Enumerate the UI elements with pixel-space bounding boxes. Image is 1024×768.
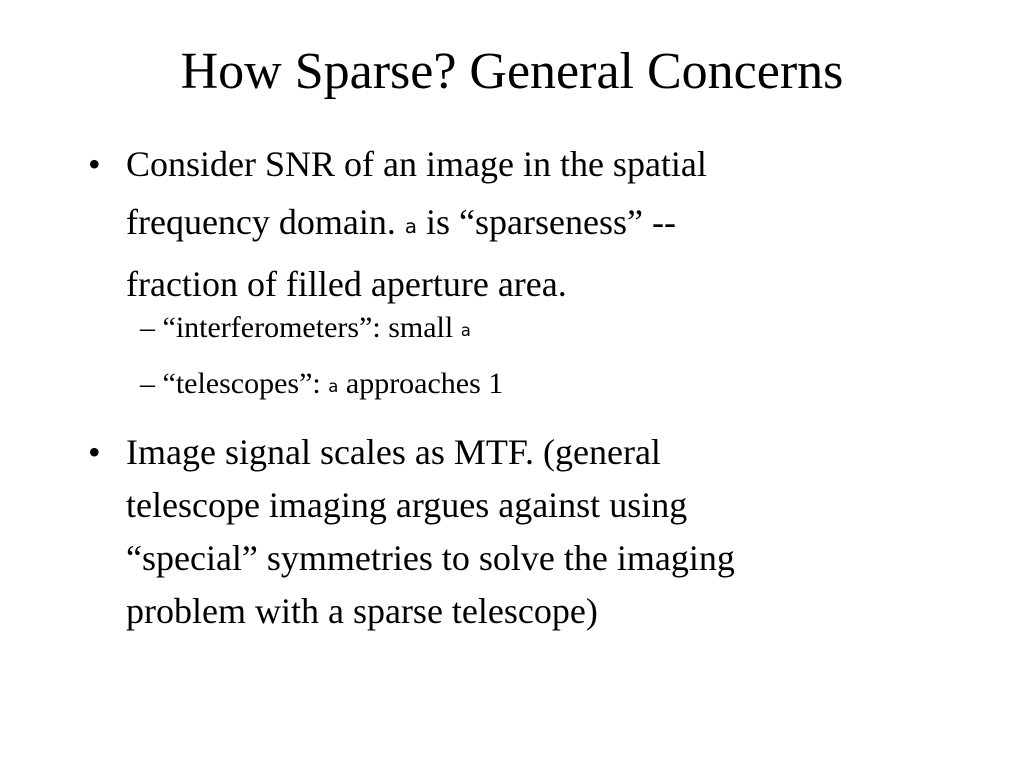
bullet-line: “special” symmetries to solve the imaging — [126, 538, 735, 578]
bullet-line — [126, 191, 918, 258]
bullet-text — [126, 138, 918, 311]
bullet-line: problem with a sparse telescope) — [126, 591, 598, 631]
bullet-marker: • — [88, 144, 101, 184]
bullet-line: Consider SNR of an image in the spatial — [126, 144, 707, 184]
subbullet-interferometers — [140, 308, 900, 351]
alpha-symbol: a — [460, 321, 471, 341]
subbullet-text: approaches 1 — [338, 367, 504, 400]
bullet-text-fragment: is “sparseness” -- — [417, 202, 676, 242]
bullet-snr — [88, 138, 918, 311]
alpha-symbol: a — [404, 215, 418, 239]
bullet-line: fraction of filled aperture area. — [126, 264, 567, 305]
subbullet-text: “interferometers”: small — [155, 311, 461, 344]
bullet-mtf — [88, 426, 918, 638]
subbullet-telescopes — [140, 364, 900, 407]
slide-title: How Sparse? General Concerns — [180, 43, 844, 100]
bullet-line: telescope imaging argues against using — [126, 485, 688, 525]
bullet-marker: • — [88, 432, 101, 472]
subbullet-marker: – — [140, 367, 155, 400]
subbullet-marker: – — [140, 311, 155, 344]
bullet-line: Image signal scales as MTF. (general — [126, 432, 661, 472]
alpha-symbol: a — [328, 377, 339, 397]
subbullet-text: “telescopes”: — [155, 367, 329, 400]
bullet-text — [126, 426, 918, 638]
bullet-text-fragment: frequency domain. — [126, 202, 405, 242]
